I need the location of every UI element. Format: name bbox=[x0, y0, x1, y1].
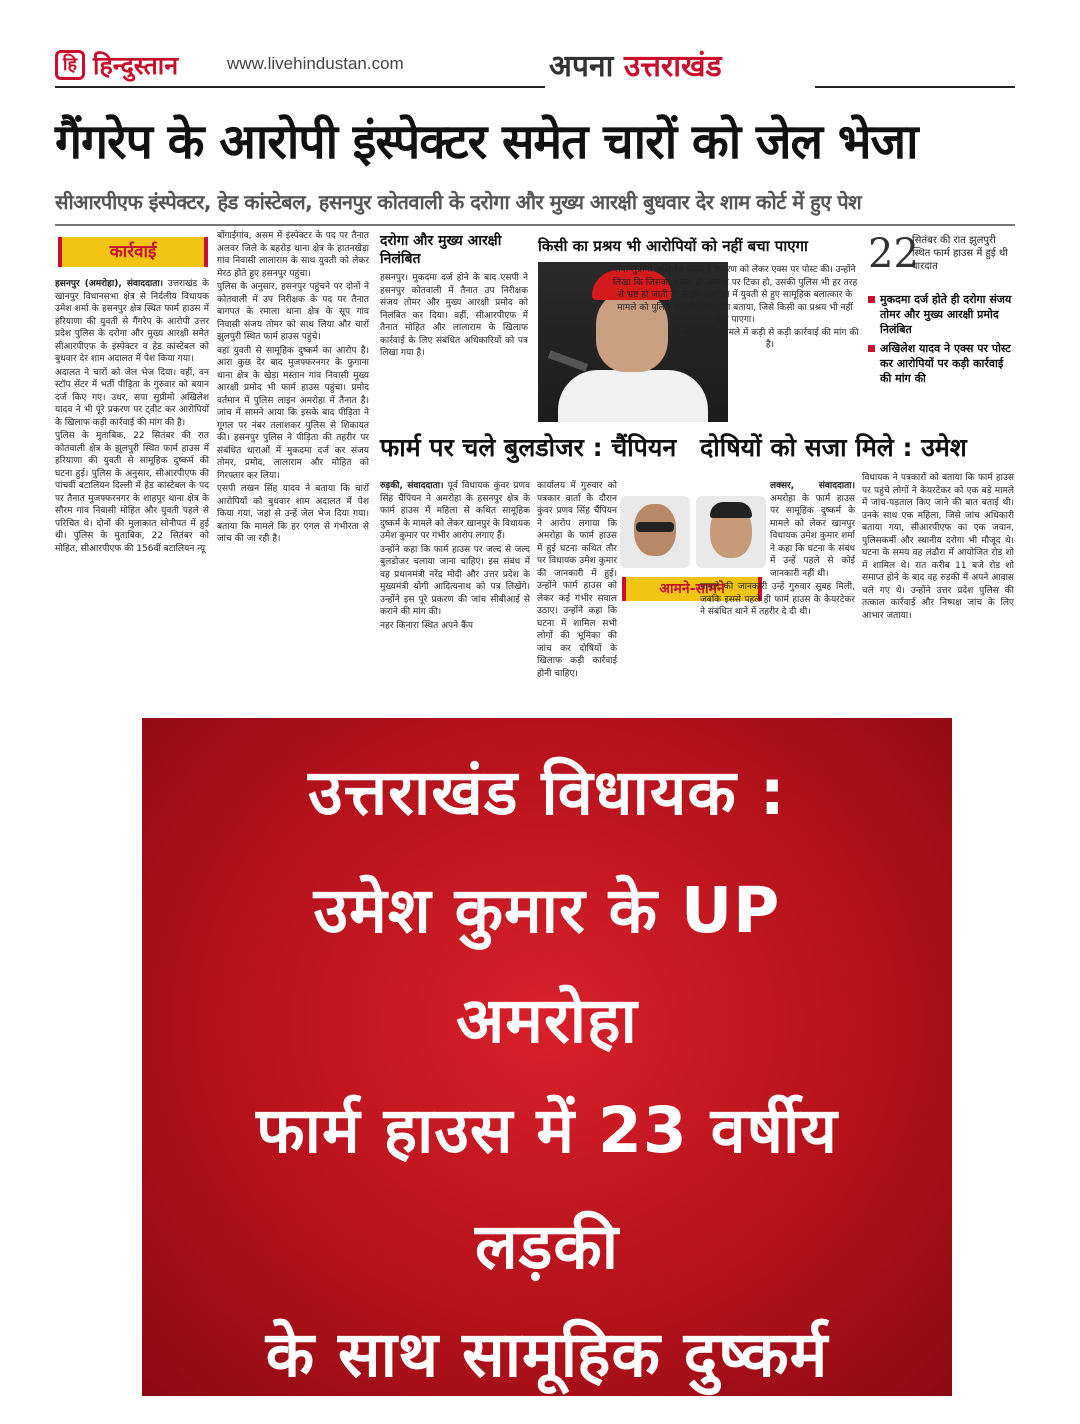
dateline: लक्सर, संवाददाता। bbox=[770, 481, 855, 491]
bulldozer-headline: फार्म पर चले बुलडोजर : चैंपियन bbox=[380, 433, 677, 462]
paragraph: मामले की जानकारी उन्हें गुरुवार सुबह मिली, जबकि इससे पहले ही फार्म हाउस के केयरटेकर ने संबंधित थाने में तहरीर दे दी थी। bbox=[700, 582, 855, 617]
section-title-a: अपना bbox=[549, 49, 614, 84]
champion-photo bbox=[620, 496, 690, 568]
banner-line: अमरोहा bbox=[456, 984, 638, 1057]
microphone-icon bbox=[548, 350, 588, 371]
highlight-number-text: सितंबर की रात झुलपुरी स्थित फार्म हाउस में हुई थी वारदात bbox=[912, 235, 1008, 272]
section-title bbox=[549, 44, 722, 85]
banner-line: लड़की bbox=[474, 1210, 620, 1283]
paragraph: पुलिस के मुताबिक, 22 सितंबर की रात कोतवाली क्षेत्र के झुलपुरी स्थित फार्म हाउस में हरियाणा की युवती से सामूहिक दुष्कर्म की घटना हुई। पुलिस के अनुसार, सीआरपीएफ की पांचवीं बटालियन दिल्ली में हेड कांस्टेबल के पद पर तैनात मुजफ्फरनगर के शाहपुर थाना क्षेत्र के सौरम गांव निवासी मोहित और युवती पहले से परिचित थे। दोनों की मुलाकात सोनीपत में हुई थी। पुलिस के मुताबिक, 22 सितंबर को मोहित, सीआरपीएफ की 156वीं बटालियन न्यू bbox=[55, 431, 209, 554]
paragraph: अदालत ने चारों को जेल भेज दिया। वहीं, वन स्टॉप सेंटर में भर्ती पीड़िता के गुरुवार को बयान दर्ज किए गए। उधर, सपा सुप्रीमो अखिलेश यादव ने भी पूरे प्रकरण पर ट्वीट कर आरोपियों के खिलाफ कड़ी कार्रवाई की मांग की है। bbox=[55, 367, 209, 428]
paragraph: कार्यालय में गुरुवार को पत्रकार वार्ता के दौरान कुंवर प्रणव सिंह चैंपियन ने आरोप लगाया कि अमरोहा के फार्म हाउस में हुई घटना कथित तौर पर विधायक उमेश कुमार की जानकारी में हुई। उन्होंने फार्म हाउस को लेकर कई गंभीर सवाल उठाए। उन्होंने कहा कि घटना में शामिल सभी लोगों की भूमिका की जांच कर दोषियों के खिलाफ कड़ी कार्रवाई होनी चाहिए। bbox=[537, 481, 617, 679]
paragraph: बोंगाईगांव, असम में इंस्पेक्टर के पद पर तैनात अलवर जिले के बहरोड़ थाना क्षेत्र के हातनखेड़ा गांव निवासी लालाराम के साथ युवती को लेकर मेरठ होते हुए हसनपुर पहुंचा। bbox=[217, 231, 369, 279]
paragraph: उत्तराखंड के खानपुर विधानसभा क्षेत्र से निर्दलीय विधायक उमेश शर्मा के हसनपुर क्षेत्र स्थित फार्म हाउस में हरियाणा की युवती से गैंगरेप के आरोपी उत्तर प्रदेश पुलिस के दरोगा और मुख्य आरक्षी समेत सीआरपीएफ के इंस्पेक्टर व हेड कांस्टेबल को बुधवार देर शाम अदालत में पेश किया गया। bbox=[55, 279, 209, 364]
banner-line: के साथ सामूहिक दुष्कर्म bbox=[265, 1318, 829, 1391]
paragraph: अमरोहा के फार्म हाउस पर सामूहिक दुष्कर्म के मामले को लेकर खानपुर विधायक उमेश कुमार शर्मा ने कहा कि घटना के संबंध में उन्हें पहले से कोई जानकारी नहीं थी। bbox=[770, 493, 855, 579]
masthead-rule-left bbox=[55, 86, 545, 88]
paragraph: अखिलेश ने मामले में कड़ी से कड़ी कार्रवाई की मांग की है। bbox=[681, 327, 859, 350]
article-column-2 bbox=[217, 230, 369, 693]
highlight-bullets bbox=[868, 292, 1016, 390]
newspaper-url: www.livehindustan.com bbox=[227, 54, 404, 73]
box-text: हसनपुर। मुकदमा दर्ज होने के बाद एसपी ने हसनपुर कोतवाली में तैनात उप निरीक्षक संजय तोमर और मुख्य आरक्षी प्रमोद को निलंबित कर दिया। वहीं, सीआरपीएफ में तैनात मोहित और लालाराम के खिलाफ कार्रवाई के लिए संबंधित अधिकारियों को पत्र लिखा गया है। bbox=[380, 273, 528, 358]
paragraph: एसपी लखन सिंह यादव ने बताया कि चारों आरोपियों को बुधवार शाम अदालत में पेश किया गया, जहां से उन्हें जेल भेज दिया गया। बताया कि मामले कि हर एंगल से गंभीरता से जांच की जा रही है। bbox=[217, 484, 369, 544]
banner-line: फार्म हाउस में 23 वर्षीय bbox=[256, 1094, 838, 1167]
article-column-1 bbox=[55, 278, 209, 693]
darogha-suspended-box bbox=[380, 232, 528, 422]
banner-line: उमेश कुमार के UP bbox=[313, 874, 781, 947]
newspaper-name: हिन्दुस्तान bbox=[93, 51, 179, 80]
dateline: हसनपुर (अमरोहा), संवाददाता। bbox=[55, 279, 164, 289]
highlight-number: 22 bbox=[868, 231, 919, 277]
article-column-5 bbox=[700, 480, 855, 693]
masthead bbox=[55, 48, 1015, 88]
paragraph: विधायक ने पत्रकारों को बताया कि फार्म हाउस पर पहुंचे लोगों ने केयरटेकर को एक बड़े मामले में जांच-पड़ताल किए जाने की बात बताई थी। उनके साथ एक महिला, जिसे जांच अधिकारी बताया गया, सीआरपीएफ का एक जवान, पुलिसकर्मी और स्थानीय दरोगा भी मौजूद थे। घटना के समय वह लंढौरा में आयोजित रोड शो में शामिल थे। रात करीब 11 बजे रोड शो समाप्त होने के बाद वह रुड़की में अपने आवास चले गए थे। उन्होंने उत्तर प्रदेश पुलिस की तत्काल कार्रवाई और निष्पक्ष जांच के लिए आभार जताया। bbox=[862, 473, 1014, 621]
paragraph: सपा सुप्रीमो अखिलेश यादव ने प्रकरण को लेकर एक्स पर पोस्ट की। उन्होंने लिखा कि जिसका शासन ही अपराध पर टिका हो, उसकी पुलिस भी हर तरह से भ्रष्ट हो जाती है। उन्होंने अमरोहा में युवती से हुए सामूहिक बलात्कार के मामले को पुलिस पर लगा ऐसा दाग बताया, जिसे किसी का प्रश्रय भी नहीं बचा पाएगा। bbox=[612, 265, 858, 325]
sunglasses-icon bbox=[636, 522, 674, 532]
bullet-item: अखिलेश यादव ने एक्स पर पोस्ट कर आरोपियों पर कड़ी कार्रवाई की मांग की bbox=[868, 341, 1016, 386]
paragraph: पूर्व विधायक कुंवर प्रणव सिंह चैंपियन ने अमरोहा के हसनपुर क्षेत्र के फार्म हाउस में महिला से कथित सामूहिक दुष्कर्म के मामले को लेकर खानपुर के विधायक उमेश कुमार पर गंभीर आरोप लगाए हैं। bbox=[380, 481, 530, 541]
red-banner bbox=[142, 718, 952, 1396]
paragraph: उन्होंने कहा कि फार्म हाउस पर जल्द से जल्द बुलडोजर चलाया जाना चाहिए। इस संबंध में वह प्रधानमंत्री नरेंद्र मोदी और उत्तर प्रदेश के मुख्यमंत्री योगी आदित्यनाथ को पत्र लिखेंगे। उन्होंने इस पूरे प्रकरण की जांच सीबीआई से कराने की मांग की। bbox=[380, 544, 530, 617]
photo-body bbox=[558, 370, 708, 422]
paragraph: नहर किनारा स्थित अपने कैंप bbox=[380, 620, 474, 631]
dateline: रुड़की, संवाददाता। bbox=[380, 481, 444, 491]
newspaper-logo-icon: हि bbox=[55, 50, 85, 80]
section-title-b: उत्तराखंड bbox=[623, 49, 722, 84]
article-column-6 bbox=[862, 472, 1014, 693]
paragraph: वहां युवती से सामूहिक दुष्कर्म का आरोप है। आरा कुछ देर बाद मुजफ्फरनगर के फुगाना थाना क्षेत्र के खेड़ा मस्तान गांव निवासी मुख्य आरक्षी प्रमोद भी फार्म हाउस पहुंचा। प्रमोद वर्तमान में पुलिस लाइन अमरोहा में तैनात है। जांच में सामने आया कि इसके बाद पीड़िता ने गूगल पर नंबर तलाशकर पुलिस से शिकायत की। हसनपुर पुलिस ने पीड़िता की तहरीर पर संबंधित धाराओं में मुकदमा दर्ज कर संजय तोमर, प्रमोद, लालाराम और मोहित को गिरफ्तार कर लिया। bbox=[217, 345, 369, 481]
divider bbox=[55, 224, 1015, 226]
main-headline: गैंगरेप के आरोपी इंस्पेक्टर समेत चारों को जेल भेजा bbox=[55, 114, 918, 170]
article-column-3 bbox=[380, 480, 530, 693]
paragraph: पुलिस के अनुसार, हसनपुर पहुंचने पर दोनों ने कोतवाली में उप निरीक्षक के पद पर तैनात बागपत के रमाला थाना क्षेत्र के सूप गांव निवासी संजय तोमर को साथ लिया और चारों झुलपुरी स्थित फार्म हाउस पहुंचे। bbox=[217, 282, 369, 342]
banner-line: उत्तराखंड विधायक : bbox=[308, 756, 786, 829]
karyawai-tag: कार्रवाई bbox=[58, 237, 208, 267]
akhilesh-text bbox=[610, 264, 860, 352]
sub-headline: सीआरपीएफ इंस्पेक्टर, हेड कांस्टेबल, हसनपुर कोतवाली के दरोगा और मुख्य आरक्षी बुधवार देर शाम कोर्ट में हुए पेश bbox=[55, 190, 862, 214]
umesh-headline: दोषियों को सजा मिले : उमेश bbox=[700, 433, 967, 462]
akhilesh-heading: किसी का प्रश्रय भी आरोपियों को नहीं बचा पाएगा bbox=[538, 237, 808, 255]
masthead-rule-right bbox=[815, 86, 1015, 88]
box-title: दरोगा और मुख्य आरक्षी निलंबित bbox=[380, 233, 502, 267]
aamne-saamne-tag: आमने-सामने bbox=[622, 577, 762, 601]
bullet-item: मुकदमा दर्ज होते ही दरोगा संजय तोमर और मुख्य आरक्षी प्रमोद निलंबित bbox=[868, 292, 1016, 337]
